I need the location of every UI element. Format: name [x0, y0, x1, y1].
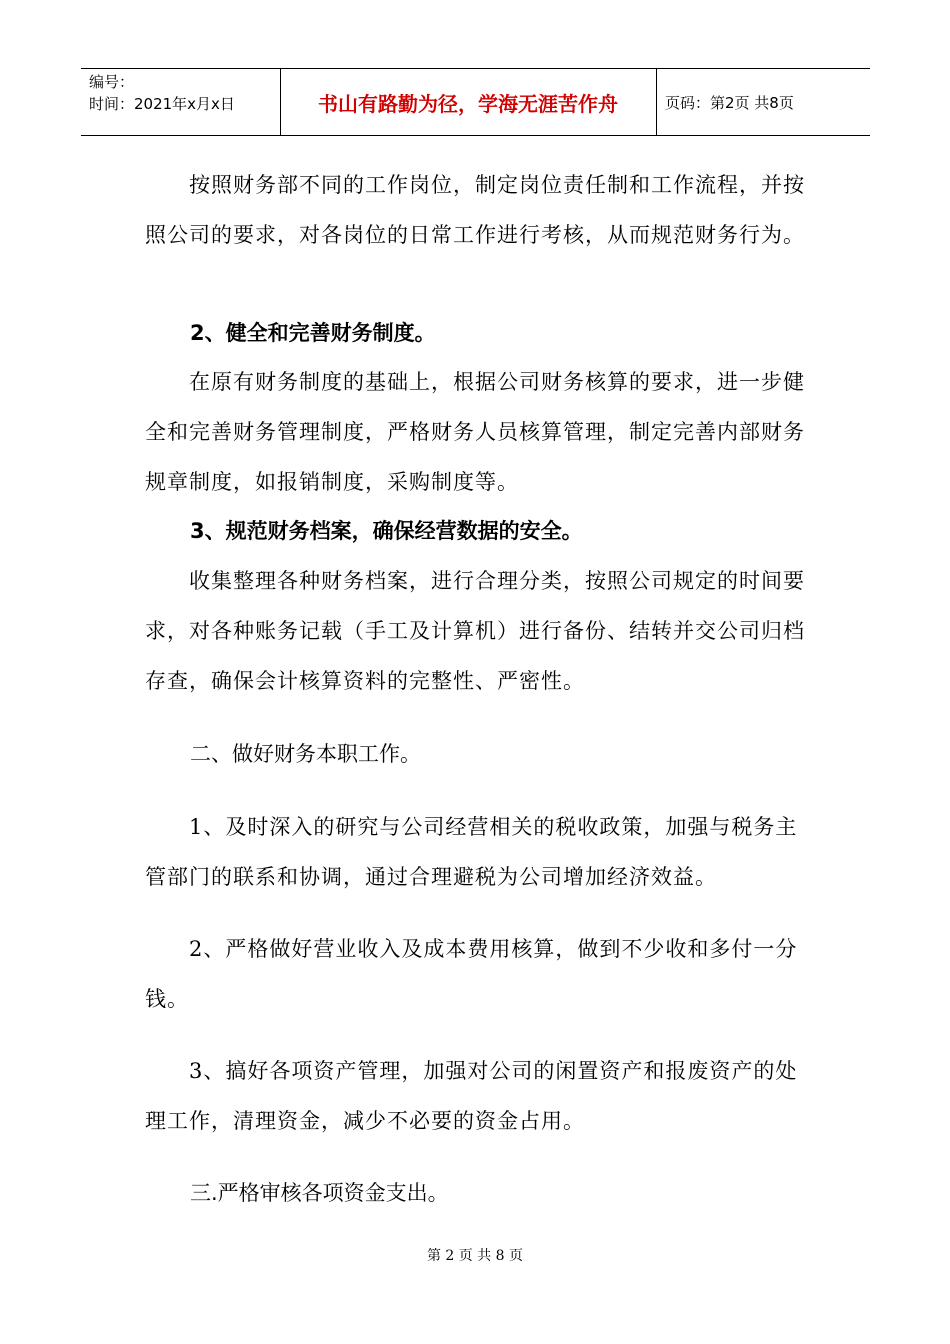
document-time-label: 时间：2021年x月x日 [89, 95, 235, 113]
paragraph: 2、严格做好营业收入及成本费用核算，做到不少收和多付一分钱。 [145, 937, 798, 1011]
section-heading: 三.严格审核各项资金支出。 [190, 1181, 449, 1205]
section-heading: 二、做好财务本职工作。 [190, 742, 421, 766]
paragraph: 按照财务部不同的工作岗位，制定岗位责任制和工作流程，并按照公司的要求，对各岗位的日常工作进行考核，从而规范财务行为。 [145, 173, 805, 247]
page-header [81, 68, 870, 136]
paragraph: 1、及时深入的研究与公司经营相关的税收政策，加强与税务主管部门的联系和协调，通过合理避税为公司增加经济效益。 [145, 815, 798, 889]
header-page-number: 页码：第2页 共8页 [665, 93, 794, 112]
document-number-label: 编号： [89, 73, 135, 91]
header-divider [656, 69, 657, 135]
subheading: 2、健全和完善财务制度。 [190, 321, 436, 345]
paragraph: 3、搞好各项资产管理，加强对公司的闲置资产和报废资产的处理工作，清理资金，减少不必要的资金占用。 [145, 1059, 798, 1133]
subheading: 3、规范财务档案，确保经营数据的安全。 [190, 519, 583, 543]
header-meta [89, 71, 235, 115]
header-motto: 书山有路勤为径，学海无涯苦作舟 [318, 91, 618, 116]
paragraph: 收集整理各种财务档案，进行合理分类，按照公司规定的时间要求，对各种账务记载（手工及计算机）进行备份、结转并交公司归档存查，确保会计核算资料的完整性、严密性。 [145, 569, 805, 693]
page-footer: 第 2 页 共 8 页 [426, 1248, 524, 1264]
paragraph: 在原有财务制度的基础上，根据公司财务核算的要求，进一步健全和完善财务管理制度，严格财务人员核算管理，制定完善内部财务规章制度，如报销制度，采购制度等。 [145, 370, 805, 494]
